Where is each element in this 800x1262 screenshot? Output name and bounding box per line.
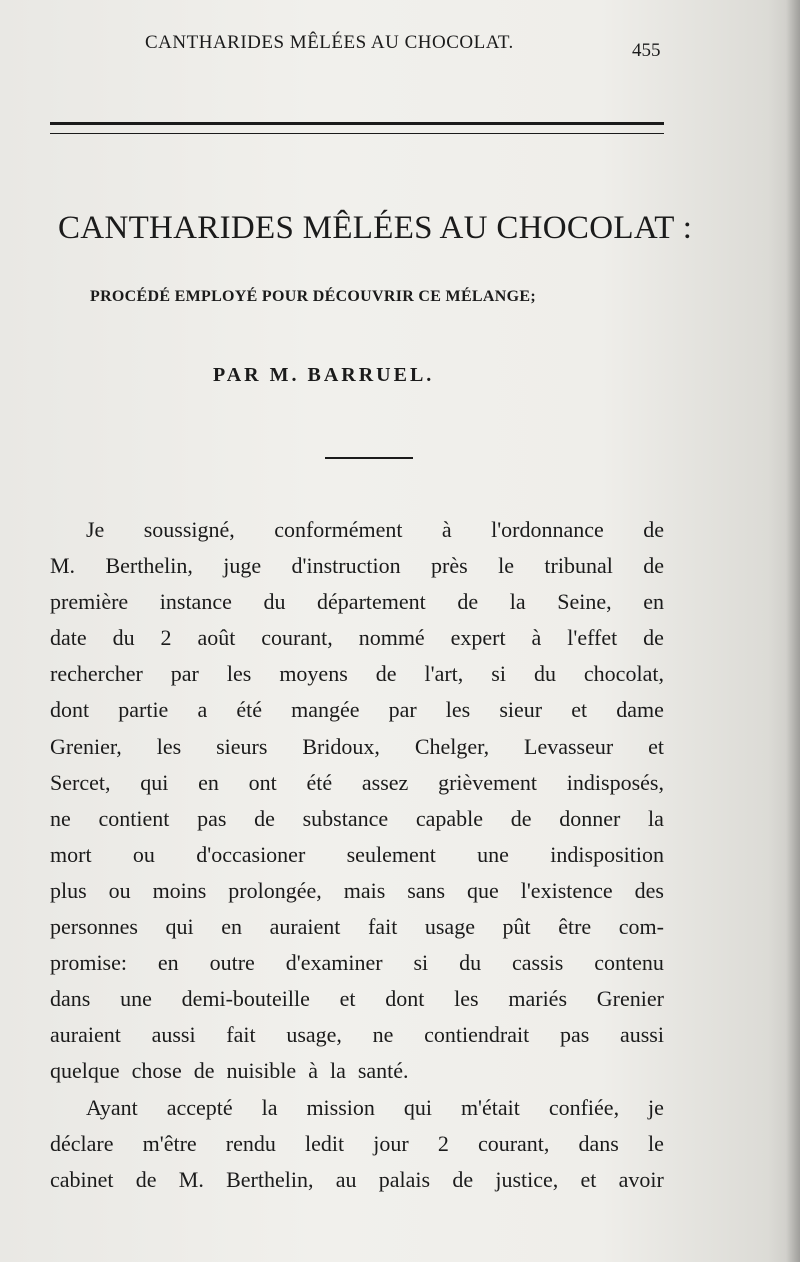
- text-line: cabinet de M. Berthelin, au palais de justice, et avoir: [50, 1166, 664, 1192]
- section-divider: [325, 457, 413, 459]
- text-line: dans une demi-bouteille et dont les mariés Grenier: [50, 986, 664, 1012]
- text-line: promise: en outre d'examiner si du cassis contenu: [50, 950, 664, 976]
- text-line: M. Berthelin, juge d'instruction près le tribunal de: [50, 553, 664, 579]
- text-line: mort ou d'occasioner seulement une indisposition: [50, 841, 664, 867]
- text-line: Grenier, les sieurs Bridoux, Chelger, Levasseur et: [50, 733, 664, 759]
- text-line: dont partie a été mangée par les sieur et dame: [50, 697, 664, 723]
- running-title: CANTHARIDES MÊLÉES AU CHOCOLAT.: [145, 32, 514, 53]
- body-text: [50, 512, 664, 1198]
- page-header: [0, 30, 800, 64]
- header-rule-thin: [50, 133, 664, 134]
- text-line: Sercet, qui en ont été assez grièvement indisposés,: [50, 769, 664, 795]
- text-line: plus ou moins prolongée, mais sans que l'existence des: [50, 877, 664, 903]
- text-line: déclare m'être rendu ledit jour 2 courant, dans le: [50, 1130, 664, 1156]
- header-rule-thick: [50, 122, 664, 125]
- text-line: Ayant accepté la mission qui m'était confiée, je: [86, 1094, 664, 1120]
- text-line: quelque chose de nuisible à la santé.: [50, 1058, 409, 1084]
- text-line: date du 2 août courant, nommé expert à l'effet de: [50, 625, 664, 651]
- article-subtitle: PROCÉDÉ EMPLOYÉ POUR DÉCOUVRIR CE MÉLANGE;: [90, 288, 536, 305]
- text-line: première instance du département de la Seine, en: [50, 589, 664, 615]
- text-line: personnes qui en auraient fait usage pût être com-: [50, 914, 664, 940]
- page-spine-shadow: [786, 0, 800, 1262]
- text-line: ne contient pas de substance capable de donner la: [50, 805, 664, 831]
- article-byline: PAR M. BARRUEL.: [213, 364, 435, 386]
- text-line: Je soussigné, conformément à l'ordonnance de: [86, 517, 664, 542]
- article-title: CANTHARIDES MÊLÉES AU CHOCOLAT :: [58, 210, 693, 246]
- page-number: 455: [632, 40, 661, 61]
- text-line: rechercher par les moyens de l'art, si du chocolat,: [50, 661, 664, 687]
- text-line: auraient aussi fait usage, ne contiendrait pas aussi: [50, 1022, 664, 1048]
